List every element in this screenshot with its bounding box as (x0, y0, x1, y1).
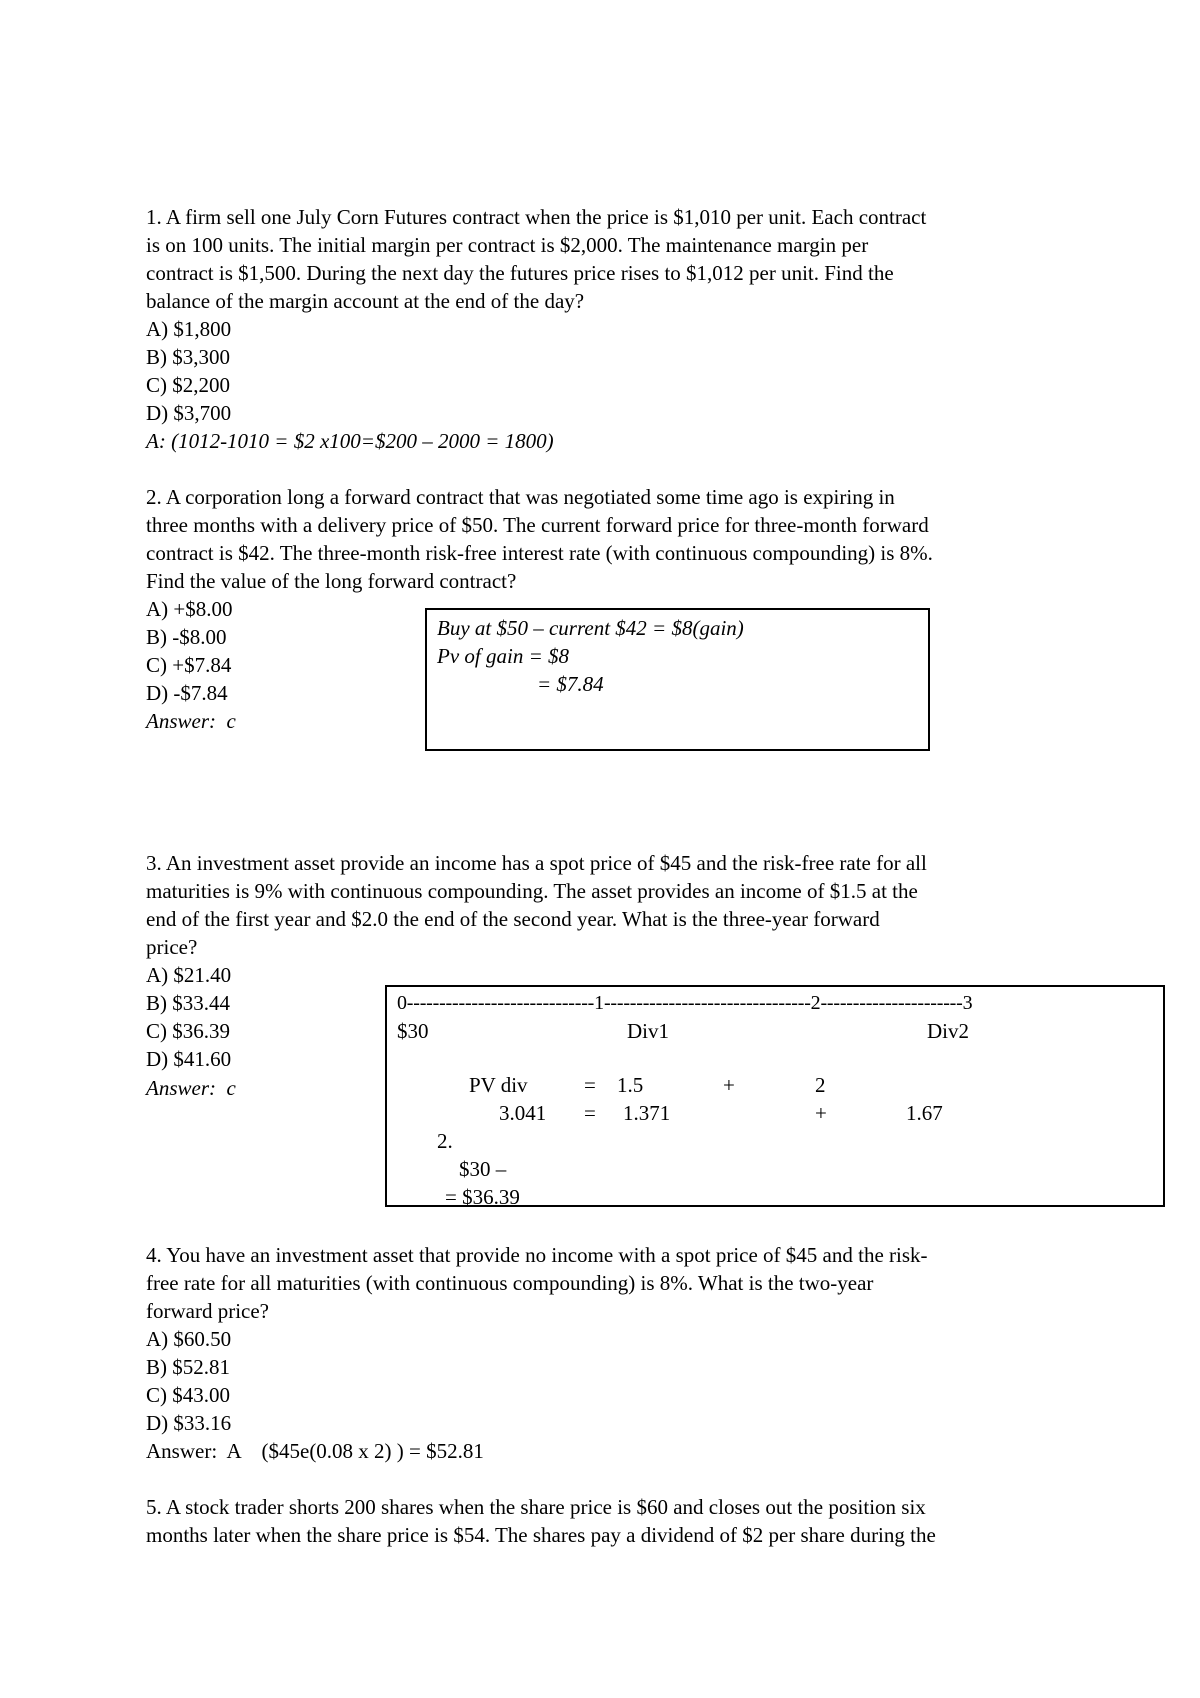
question-text: maturities is 9% with continuous compounding. The asset provides an income of $1.5 at the (146, 879, 918, 903)
option-c: C) $2,200 (146, 373, 230, 397)
question-text: forward price? (146, 1299, 270, 1323)
spot-price: $30 (397, 1019, 429, 1043)
question-text: balance of the margin account at the end of the day? (146, 289, 585, 313)
option-c: C) $36.39 (146, 1019, 230, 1043)
option-d: D) -$7.84 (146, 681, 228, 705)
calc-result: = $36.39 (445, 1185, 520, 1209)
solution-line: = $7.84 (537, 672, 604, 696)
solution-box (425, 608, 930, 751)
option-b: B) $33.44 (146, 991, 230, 1015)
question-text: free rate for all maturities (with continuous compounding) is 8%. What is the two-year (146, 1271, 874, 1295)
option-c: C) $43.00 (146, 1383, 230, 1407)
answer-text: Answer: c (146, 1076, 236, 1100)
question-text: 1. A firm sell one July Corn Futures contract when the price is $1,010 per unit. Each contract (146, 205, 927, 229)
solution-line: Buy at $50 – current $42 = $8(gain) (437, 616, 744, 640)
timeline-box (385, 985, 1165, 1207)
pv-total: 3.041 (499, 1101, 547, 1125)
plus-sign: + (815, 1101, 827, 1125)
div1-label: Div1 (627, 1019, 669, 1043)
question-text: months later when the share price is $54. The shares pay a dividend of $2 per share during the (146, 1523, 936, 1547)
option-a: A) $1,800 (146, 317, 232, 341)
question-text: 5. A stock trader shorts 200 shares when the share price is $60 and closes out the position six (146, 1495, 926, 1519)
calc-line: $30 – (459, 1157, 507, 1181)
answer-text: Answer: c (146, 709, 236, 733)
option-c: C) +$7.84 (146, 653, 232, 677)
plus-sign: + (723, 1073, 735, 1097)
pv-value: 1.67 (906, 1101, 943, 1125)
question-text: end of the first year and $2.0 the end of the second year. What is the three-year forward (146, 907, 880, 931)
pv-div-label: PV div (469, 1073, 528, 1097)
div2-label: Div2 (927, 1019, 969, 1043)
question-text: contract is $42. The three-month risk-free interest rate (with continuous compounding) is 8%. (146, 541, 933, 565)
question-text: Find the value of the long forward contract? (146, 569, 517, 593)
option-d: D) $3,700 (146, 401, 232, 425)
option-a: A) $21.40 (146, 963, 232, 987)
pv-value: 1.5 (617, 1073, 644, 1097)
equals-sign: = (584, 1073, 596, 1097)
option-b: B) $3,300 (146, 345, 230, 369)
equals-sign: = (584, 1101, 596, 1125)
question-text: 4. You have an investment asset that provide no income with a spot price of $45 and the risk- (146, 1243, 928, 1267)
question-text: is on 100 units. The initial margin per contract is $2,000. The maintenance margin per (146, 233, 869, 257)
solution-line: Pv of gain = $8 (437, 644, 569, 668)
step-number: 2. (437, 1129, 453, 1153)
pv-value: 1.371 (623, 1101, 671, 1125)
question-text: price? (146, 935, 198, 959)
option-b: B) $52.81 (146, 1355, 230, 1379)
option-a: A) +$8.00 (146, 597, 233, 621)
option-a: A) $60.50 (146, 1327, 232, 1351)
option-d: D) $33.16 (146, 1411, 232, 1435)
answer-text: Answer: A ($45e(0.08 x 2) ) = $52.81 (146, 1439, 484, 1463)
question-text: three months with a delivery price of $50. The current forward price for three-month forward (146, 513, 929, 537)
pv-value: 2 (815, 1073, 826, 1097)
option-d: D) $41.60 (146, 1047, 232, 1071)
question-text: 2. A corporation long a forward contract that was negotiated some time ago is expiring in (146, 485, 895, 509)
question-text: contract is $1,500. During the next day the futures price rises to $1,012 per unit. Find the (146, 261, 894, 285)
option-b: B) -$8.00 (146, 625, 227, 649)
question-text: 3. An investment asset provide an income has a spot price of $45 and the risk-free rate for all (146, 851, 927, 875)
answer-text: A: (1012-1010 = $2 x100=$200 – 2000 = 1800) (146, 429, 554, 453)
timeline: 0-----------------------------1--------------------------------2----------------------3 (397, 992, 973, 1014)
